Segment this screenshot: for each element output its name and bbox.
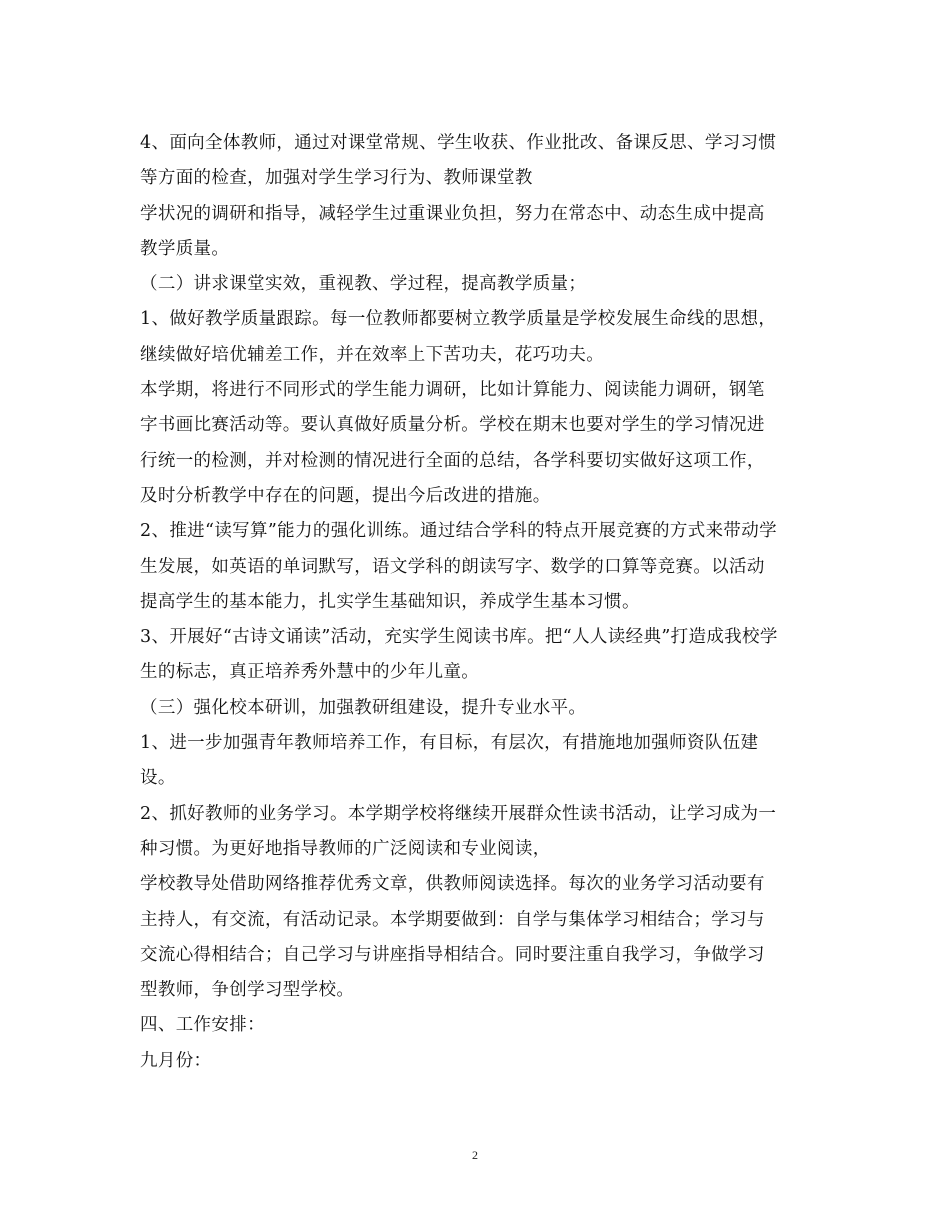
text-line: 2、推进“读写算”能力的强化训练。通过结合学科的特点开展竞赛的方式来带动学	[140, 521, 777, 542]
text-line: 主持人，有交流，有活动记录。本学期要做到：自学与集体学习相结合；学习与	[140, 909, 765, 930]
text-line: 本学期，将进行不同形式的学生能力调研，比如计算能力、阅读能力调研，钢笔	[140, 380, 765, 401]
section-heading: 四、工作安排：	[140, 1015, 265, 1036]
text-line: 3、开展好“古诗文诵读”活动，充实学生阅读书库。把“人人读经典”打造成我校学	[140, 627, 778, 648]
text-line: 教学质量。	[140, 238, 230, 259]
text-line: 交流心得相结合；自己学习与讲座指导相结合。同时要注重自我学习，争做学习	[140, 944, 765, 965]
text-line: 生发展，如英语的单词默写，语文学科的朗读写字、数学的口算等竞赛。以活动	[140, 556, 765, 577]
text-line: 种习惯。为更好地指导教师的广泛阅读和专业阅读，	[140, 838, 551, 859]
text-line: 设。	[140, 768, 176, 789]
text-line: 1、进一步加强青年教师培养工作，有目标，有层次，有措施地加强师资队伍建	[140, 733, 759, 754]
text-line: 行统一的检测，并对检测的情况进行全面的总结，各学科要切实做好这项工作，	[140, 450, 765, 471]
text-line: 1、做好教学质量跟踪。每一位教师都要树立教学质量是学校发展生命线的思想，	[140, 309, 777, 330]
section-heading: （二）讲求课堂实效，重视教、学过程，提高教学质量；	[140, 274, 587, 295]
text-line: 继续做好培优辅差工作，并在效率上下苦功夫，花巧功夫。	[140, 344, 605, 365]
text-line: 4、面向全体教师，通过对课堂常规、学生收获、作业批改、备课反思、学习习惯	[140, 133, 777, 153]
text-line: 等方面的检查，加强对学生学习行为、教师课堂教	[140, 168, 533, 189]
text-line: 型教师，争创学习型学校。	[140, 980, 355, 1001]
text-line: 提高学生的基本能力，扎实学生基础知识，养成学生基本习惯。	[140, 591, 640, 612]
text-line: 九月份：	[140, 1050, 212, 1071]
text-line: 2、抓好教师的业务学习。本学期学校将继续开展群众性读书活动，让学习成为一	[140, 803, 777, 824]
document-body	[140, 126, 812, 1079]
section-heading: （三）强化校本研训，加强教研组建设，提升专业水平。	[140, 697, 587, 718]
text-line: 学状况的调研和指导，减轻学生过重课业负担，努力在常态中、动态生成中提高	[140, 203, 765, 224]
page-number: 2	[472, 1148, 478, 1162]
text-line: 生的标志，真正培养秀外慧中的少年儿童。	[140, 662, 480, 683]
text-line: 字书画比赛活动等。要认真做好质量分析。学校在期末也要对学生的学习情况进	[140, 415, 765, 436]
text-line: 学校教导处借助网络推荐优秀文章，供教师阅读选择。每次的业务学习活动要有	[140, 874, 765, 895]
text-line: 及时分析教学中存在的问题，提出今后改进的措施。	[140, 485, 551, 506]
